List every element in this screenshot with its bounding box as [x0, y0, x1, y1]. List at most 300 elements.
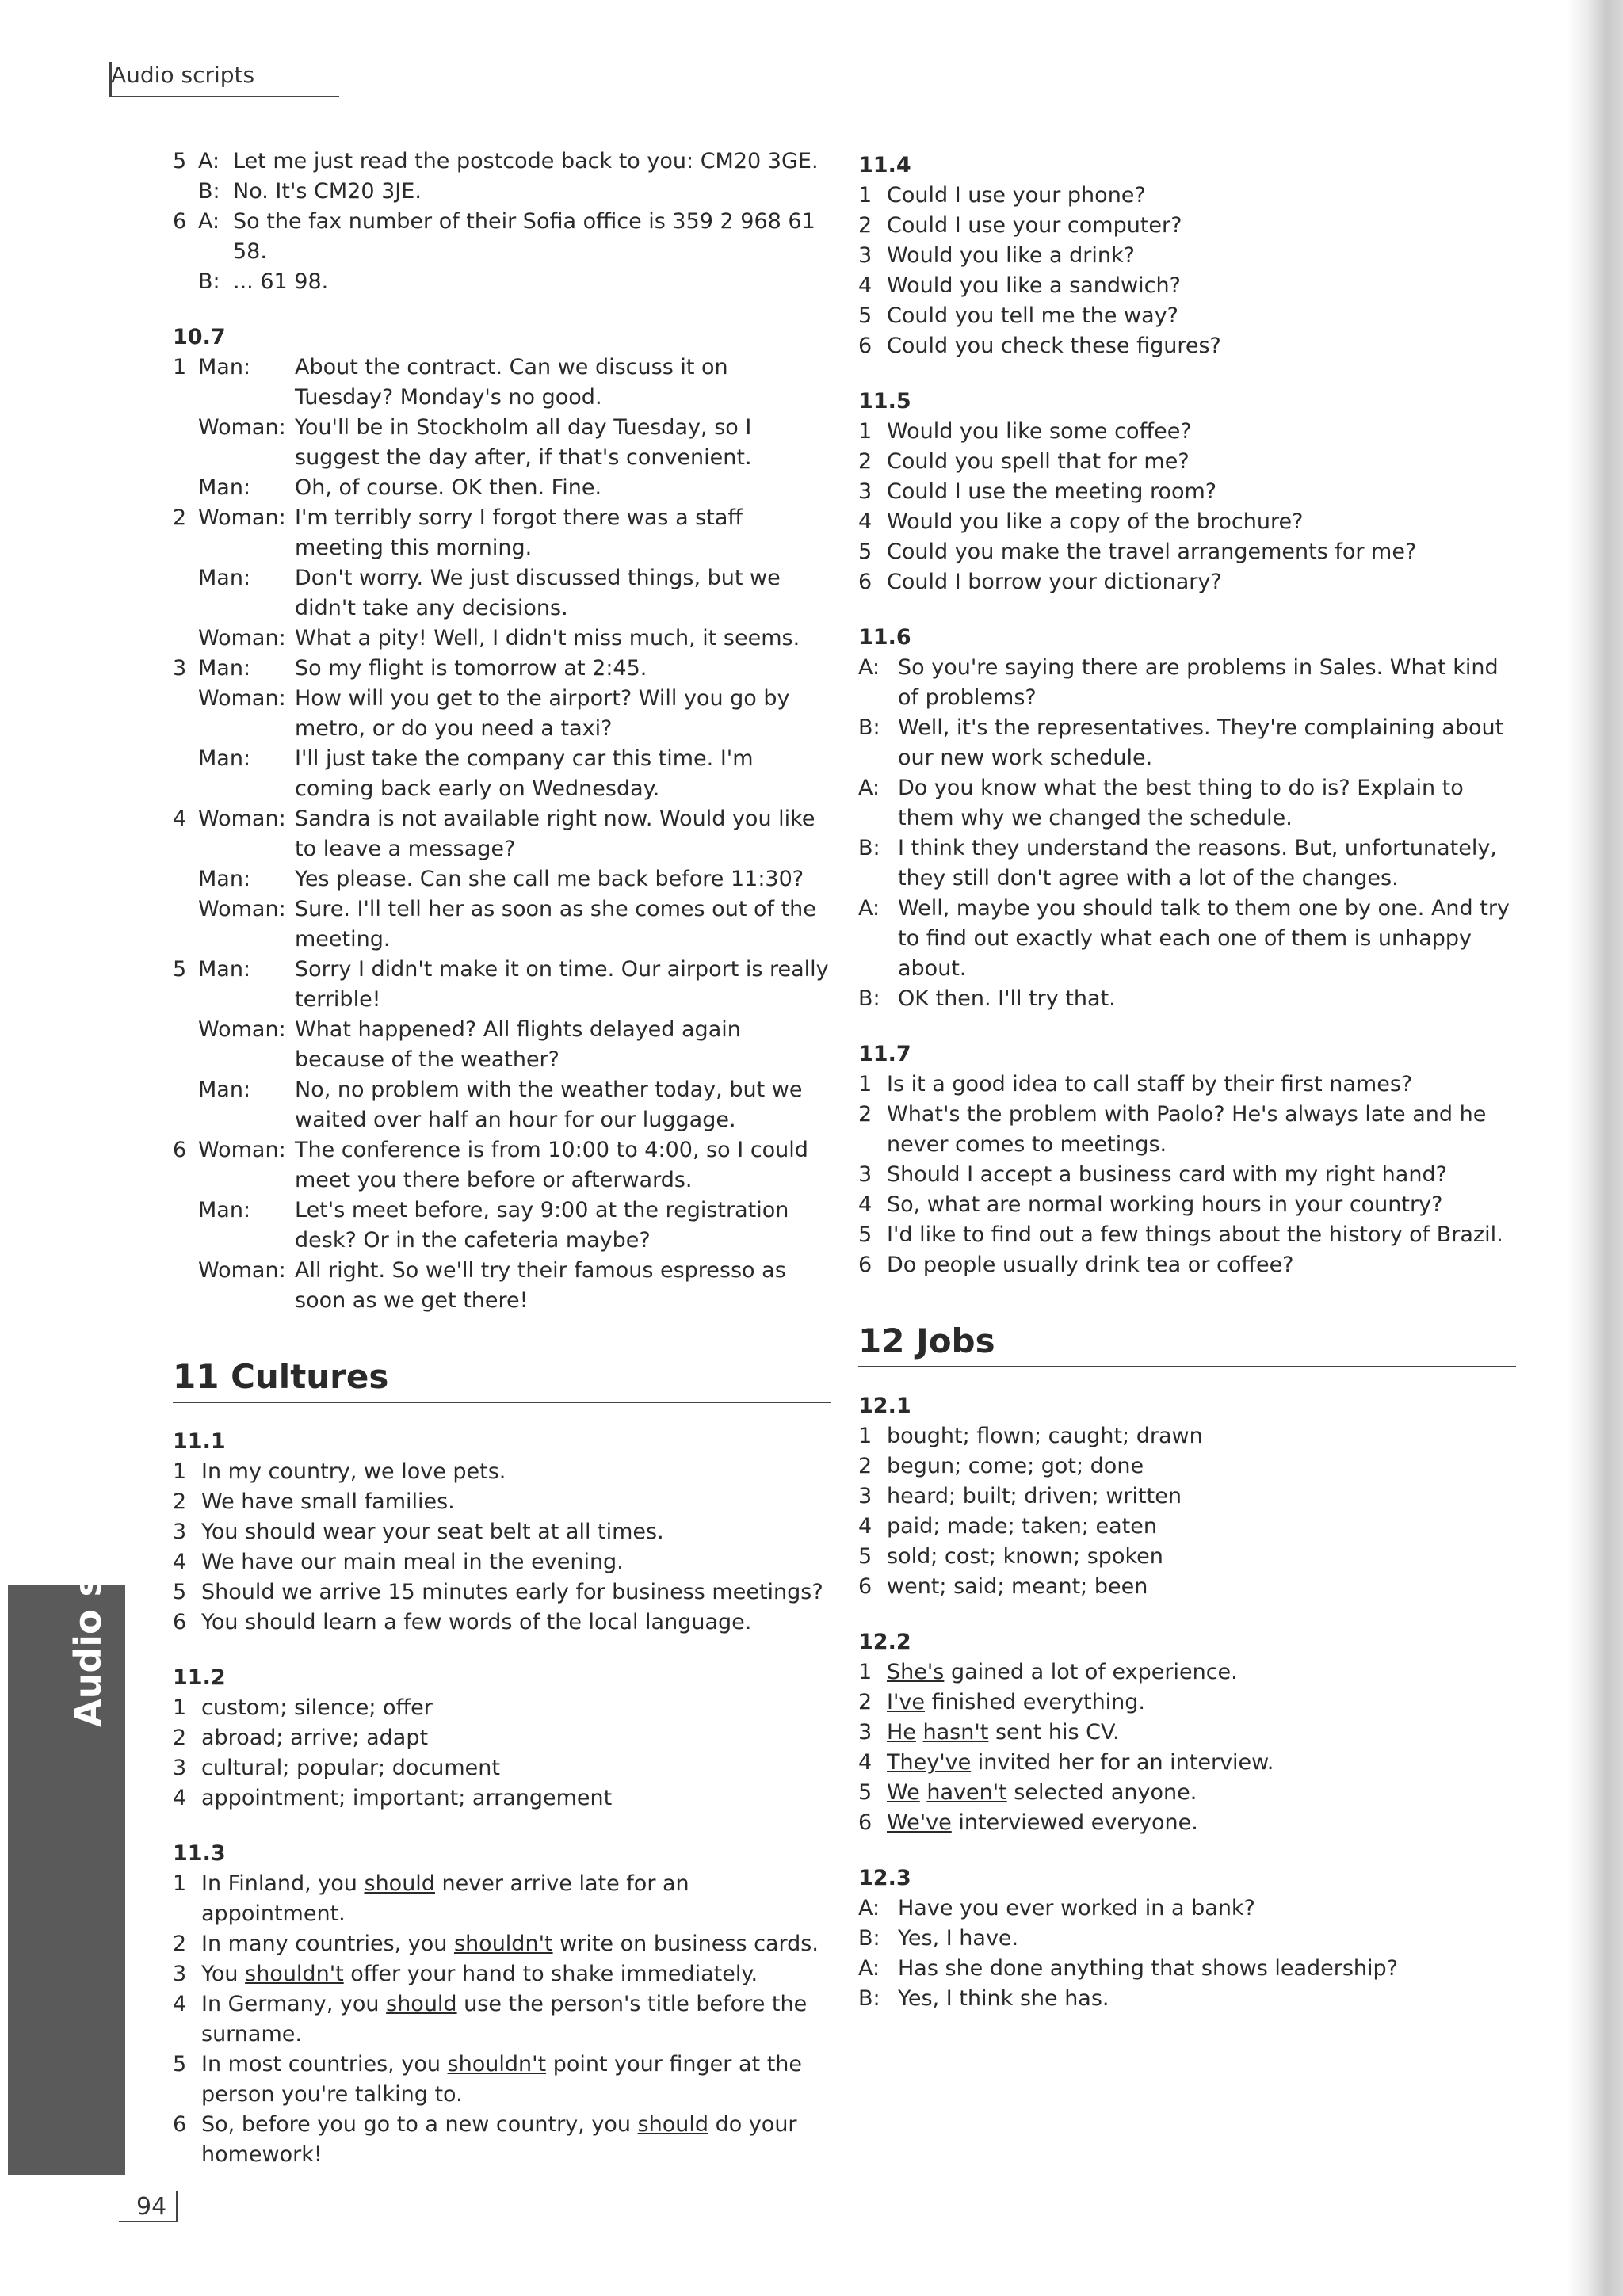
item-text: use the person's title before the surname.: [201, 1992, 808, 2046]
section-12-2: [858, 1657, 1516, 1838]
item-number: 6: [858, 1574, 873, 1599]
item-text: Could I use your phone?: [887, 183, 1146, 208]
line-text: Yes, I have.: [898, 1926, 1019, 1951]
item-number: 6: [858, 1810, 873, 1835]
item-text: gained a lot of experience.: [944, 1660, 1238, 1684]
dialogue-line: [173, 1135, 831, 1196]
line-text: Yes, I think she has.: [898, 1986, 1109, 2011]
item-text: So, before you go to a new country, you: [201, 2112, 638, 2137]
line-text: All right. So we'll try their famous espresso as soon as we get there!: [295, 1258, 786, 1313]
line-text: Well, maybe you should talk to them one by one. And try to find out exactly what each one of them is unhappy about.: [898, 896, 1510, 981]
dialogue-line: [858, 1924, 1516, 1954]
item-number: 3: [858, 1484, 873, 1508]
item-text: never arrive late for an appointment.: [201, 1871, 689, 1926]
line-text: What happened? All flights delayed again because of the weather?: [295, 1017, 741, 1072]
dialogue-line: [858, 833, 1516, 894]
dialogue-line: [858, 653, 1516, 713]
underlined-word: She's: [887, 1660, 945, 1684]
dialogue-line: [173, 473, 831, 503]
item-number: 3: [858, 479, 873, 504]
item-number: [173, 684, 198, 744]
item-text: In my country, we love pets.: [201, 1459, 506, 1484]
speaker: B:: [858, 715, 880, 740]
item-text: point your finger at the person you're talking to.: [201, 2052, 803, 2107]
item-text: In many countries, you: [201, 1932, 454, 1956]
line-text: OK then. I'll try that.: [898, 986, 1116, 1011]
item-number: [173, 1015, 198, 1075]
section-id-11-7: 11.7: [858, 1042, 911, 1066]
item-text: interviewed everyone.: [951, 1810, 1198, 1835]
list-item: [173, 1608, 831, 1638]
item-number: 4: [173, 1786, 187, 1810]
section-12-1: [858, 1421, 1516, 1602]
section-11-6: [858, 653, 1516, 1014]
line-text: So my flight is tomorrow at 2:45.: [295, 656, 647, 681]
list-item: [173, 1783, 831, 1814]
item-text: We have small families.: [201, 1489, 455, 1514]
dialogue-line: [173, 353, 831, 413]
dialogue-line: [858, 713, 1516, 773]
item-text: We have our main meal in the evening.: [201, 1550, 624, 1574]
dialogue-line: [173, 413, 831, 473]
line-text: Let's meet before, say 9:00 at the registration desk? Or in the cafeteria maybe?: [295, 1198, 789, 1253]
section-12-3: [858, 1894, 1516, 2014]
item-text: In Finland, you: [201, 1871, 365, 1896]
list-item: [173, 1753, 831, 1783]
item-number: 3: [173, 656, 187, 681]
item-number: 6: [858, 570, 873, 594]
item-number: 4: [858, 1192, 873, 1217]
underlined-word: He: [887, 1720, 916, 1745]
item-number: 2: [858, 1102, 873, 1127]
dialogue-line: [173, 624, 831, 654]
dialogue-line: [173, 744, 831, 804]
header-title: Audio scripts: [111, 62, 255, 88]
item-number: 4: [858, 273, 873, 298]
unit-heading-12: 12 Jobs: [858, 1320, 1516, 1367]
item-text: In Germany, you: [201, 1992, 387, 2016]
item-text: In most countries, you: [201, 2052, 448, 2077]
item-text: cultural; popular; document: [201, 1756, 500, 1780]
dialogue-line: [173, 804, 831, 864]
underlined-word: We: [887, 1780, 920, 1805]
page-number-bracket: [176, 2191, 178, 2222]
item-number: 6: [858, 1253, 873, 1277]
list-item: [858, 1421, 1516, 1451]
list-item: [858, 567, 1516, 597]
line-text: So you're saying there are problems in Sales. What kind of problems?: [898, 655, 1499, 710]
speaker: Man:: [198, 957, 251, 982]
underlined-word: I've: [887, 1690, 925, 1714]
item-number: 1: [858, 1660, 873, 1684]
section-11-7: [858, 1070, 1516, 1280]
item-text: sold; cost; known; spoken: [887, 1544, 1163, 1569]
item-number: 1: [858, 419, 873, 444]
line-text: About the contract. Can we discuss it on Tuesday? Monday's no good.: [295, 355, 728, 410]
section-id-11-6: 11.6: [858, 625, 911, 650]
item-number: 5: [858, 1544, 873, 1569]
item-number: 6: [173, 1138, 187, 1162]
speaker: Woman:: [198, 505, 286, 530]
item-number: 5: [173, 149, 187, 174]
item-number: 3: [858, 243, 873, 268]
line-text: Don't worry. We just discussed things, but we didn't take any decisions.: [295, 566, 781, 620]
item-number: 4: [858, 509, 873, 534]
item-number: 2: [173, 1726, 187, 1750]
speaker: Man:: [198, 355, 251, 379]
line-text: No. It's CM20 3JE.: [233, 179, 422, 204]
dialogue-line: [173, 267, 831, 297]
speaker: Woman:: [198, 1017, 286, 1042]
item-number: 3: [173, 1962, 187, 1986]
item-text: Do people usually drink tea or coffee?: [887, 1253, 1294, 1277]
list-item: [858, 1482, 1516, 1512]
section-id-12-1: 12.1: [858, 1394, 911, 1418]
right-column: [858, 151, 1516, 2014]
list-item: [858, 507, 1516, 537]
section-id-11-4: 11.4: [858, 153, 911, 177]
speaker: B:: [858, 1926, 880, 1951]
dialogue-line: [173, 147, 831, 177]
list-item: [173, 1959, 831, 1989]
list-item: [858, 417, 1516, 447]
dialogue-line: [173, 1075, 831, 1135]
item-number: 2: [858, 213, 873, 238]
speaker: A:: [858, 1956, 880, 1981]
list-item: [858, 1657, 1516, 1688]
section-11-2: [173, 1693, 831, 1814]
item-text: appointment; important; arrangement: [201, 1786, 613, 1810]
line-text: Have you ever worked in a bank?: [898, 1896, 1255, 1920]
item-text: Is it a good idea to call staff by their first names?: [887, 1072, 1413, 1097]
item-number: 2: [173, 1489, 187, 1514]
item-text: Could you make the travel arrangements for me?: [887, 540, 1417, 564]
speaker: A:: [858, 776, 880, 800]
line-text: Yes please. Can she call me back before 11:30?: [295, 867, 804, 891]
speaker: Woman:: [198, 897, 286, 921]
item-text: Would you like a sandwich?: [887, 273, 1181, 298]
list-item: [858, 1512, 1516, 1542]
list-item: [173, 2050, 831, 2110]
list-item: [858, 271, 1516, 301]
section-11-5: [858, 417, 1516, 597]
line-text: So the fax number of their Sofia office is 359 2 968 61 58.: [233, 209, 815, 264]
dialogue-line: [173, 207, 831, 267]
section-11-4: [858, 181, 1516, 361]
line-text: Sorry I didn't make it on time. Our airport is really terrible!: [295, 957, 829, 1012]
list-item: [858, 1160, 1516, 1190]
dialogue-line: [173, 894, 831, 955]
underlined-word: hasn't: [922, 1720, 989, 1745]
item-number: [173, 744, 198, 804]
list-item: [173, 1547, 831, 1577]
speaker: Man:: [198, 746, 251, 771]
item-number: 2: [173, 1932, 187, 1956]
item-text: Could I borrow your dictionary?: [887, 570, 1222, 594]
item-number: 5: [858, 540, 873, 564]
line-text: Let me just read the postcode back to you: CM20 3GE.: [233, 149, 819, 174]
item-number: 4: [173, 1550, 187, 1574]
item-number: 5: [173, 957, 187, 982]
section-id-12-2: 12.2: [858, 1630, 911, 1654]
line-text: Well, it's the representatives. They're complaining about our new work schedule.: [898, 715, 1504, 770]
section-id-10-7: 10.7: [173, 325, 226, 349]
dialogue-line: [173, 563, 831, 624]
line-text: I'm terribly sorry I forgot there was a staff meeting this morning.: [295, 505, 743, 560]
dialogue-line: [858, 984, 1516, 1014]
item-number: [173, 267, 198, 297]
list-item: [858, 1688, 1516, 1718]
item-text: Could you spell that for me?: [887, 449, 1190, 474]
list-item: [173, 1723, 831, 1753]
list-item: [173, 2110, 831, 2170]
speaker: Woman:: [198, 626, 286, 650]
section-id-11-3: 11.3: [173, 1841, 226, 1866]
side-tab-label: Audio scripts: [67, 1457, 109, 1727]
item-number: 6: [173, 2112, 187, 2137]
speaker: Woman:: [198, 1258, 286, 1283]
line-text: Do you know what the best thing to do is? Explain to them why we changed the schedule.: [898, 776, 1464, 830]
speaker: B:: [858, 1986, 880, 2011]
page-edge-shadow: [1568, 0, 1623, 2296]
item-text: Could I use your computer?: [887, 213, 1182, 238]
item-number: 2: [858, 449, 873, 474]
item-number: [173, 1075, 198, 1135]
list-item: [173, 1457, 831, 1487]
dialogue-line: [858, 894, 1516, 984]
item-number: 3: [858, 1720, 873, 1745]
list-item: [858, 181, 1516, 211]
item-number: 6: [858, 334, 873, 358]
item-number: 3: [173, 1520, 187, 1544]
speaker: Woman:: [198, 415, 286, 440]
item-text: bought; flown; caught; drawn: [887, 1424, 1203, 1448]
item-number: 6: [173, 209, 187, 234]
list-item: [858, 1451, 1516, 1482]
item-text: Could you check these figures?: [887, 334, 1221, 358]
list-item: [173, 1577, 831, 1608]
list-item: [858, 1542, 1516, 1572]
list-item: [858, 1190, 1516, 1220]
left-column: [173, 147, 831, 2170]
dialogue-line: [173, 654, 831, 684]
list-item: [858, 537, 1516, 567]
line-text: I think they understand the reasons. But, unfortunately, they still don't agree with a lot of the changes.: [898, 836, 1497, 891]
item-text: Could you tell me the way?: [887, 303, 1179, 328]
item-number: 4: [173, 807, 187, 831]
list-item: [858, 1778, 1516, 1808]
item-text: Should I accept a business card with my right hand?: [887, 1162, 1447, 1187]
list-item: [173, 1517, 831, 1547]
item-number: 4: [173, 1992, 187, 2016]
list-item: [858, 1100, 1516, 1160]
item-text: invited her for an interview.: [971, 1750, 1274, 1775]
list-item: [858, 1070, 1516, 1100]
dialogue-line: [173, 864, 831, 894]
list-item: [858, 1250, 1516, 1280]
line-text: The conference is from 10:00 to 4:00, so I could meet you there before or afterwards.: [295, 1138, 808, 1192]
item-number: 2: [858, 1690, 873, 1714]
list-item: [858, 241, 1516, 271]
item-number: [173, 1256, 198, 1316]
item-number: 2: [858, 1454, 873, 1478]
item-text: You should learn a few words of the local language.: [201, 1610, 752, 1634]
list-item: [858, 1748, 1516, 1778]
underlined-word: We've: [887, 1810, 952, 1835]
list-item: [858, 1220, 1516, 1250]
section-11-3: [173, 1869, 831, 2170]
speaker: A:: [858, 655, 880, 680]
speaker: Woman:: [198, 1138, 286, 1162]
speaker: B:: [198, 179, 220, 204]
speaker: A:: [198, 149, 220, 174]
item-text: What's the problem with Paolo? He's always late and he never comes to meetings.: [887, 1102, 1487, 1157]
underlined-word: should: [637, 2112, 708, 2137]
line-text: ... 61 98.: [233, 269, 329, 294]
item-number: [173, 473, 198, 503]
item-text: paid; made; taken; eaten: [887, 1514, 1157, 1539]
page-number-rule: [119, 2221, 178, 2222]
dialogue-line: [858, 773, 1516, 833]
section-11-1: [173, 1457, 831, 1638]
item-number: 5: [173, 2052, 187, 2077]
speaker: Woman:: [198, 807, 286, 831]
item-number: [173, 413, 198, 473]
dialogue-line: [173, 177, 831, 207]
item-text: write on business cards.: [552, 1932, 819, 1956]
item-number: 1: [858, 1424, 873, 1448]
item-text: offer your hand to shake immediately.: [343, 1962, 758, 1986]
item-text: Should we arrive 15 minutes early for business meetings?: [201, 1580, 823, 1604]
dialogue-line: [173, 684, 831, 744]
section-10-6-continued: [173, 147, 831, 297]
list-item: [858, 1572, 1516, 1602]
line-text: How will you get to the airport? Will you go by metro, or do you need a taxi?: [295, 686, 790, 741]
item-number: 4: [858, 1750, 873, 1775]
list-item: [858, 447, 1516, 477]
item-number: 1: [173, 1871, 187, 1896]
underlined-word: shouldn't: [447, 2052, 547, 2077]
list-item: [173, 1989, 831, 2050]
list-item: [858, 301, 1516, 331]
item-text: You: [201, 1962, 246, 1986]
list-item: [173, 1487, 831, 1517]
item-number: [173, 864, 198, 894]
item-number: 5: [858, 1222, 873, 1247]
item-number: [173, 1196, 198, 1256]
item-number: 5: [858, 1780, 873, 1805]
item-text: heard; built; driven; written: [887, 1484, 1182, 1508]
line-text: Sure. I'll tell her as soon as she comes out of the meeting.: [295, 897, 816, 952]
dialogue-line: [173, 955, 831, 1015]
item-text: Would you like a drink?: [887, 243, 1135, 268]
speaker: Man:: [198, 1198, 251, 1222]
line-text: What a pity! Well, I didn't miss much, it seems.: [295, 626, 800, 650]
dialogue-line: [173, 503, 831, 563]
speaker: Man:: [198, 1077, 251, 1102]
item-number: 2: [173, 505, 187, 530]
item-text: custom; silence; offer: [201, 1695, 433, 1720]
item-number: 5: [858, 303, 873, 328]
line-text: Sandra is not available right now. Would you like to leave a message?: [295, 807, 815, 861]
dialogue-line: [173, 1256, 831, 1316]
unit-heading-11: 11 Cultures: [173, 1356, 831, 1403]
line-text: You'll be in Stockholm all day Tuesday, so I suggest the day after, if that's convenient.: [295, 415, 752, 470]
underlined-word: shouldn't: [454, 1932, 553, 1956]
speaker: A:: [858, 1896, 880, 1920]
item-number: 1: [173, 355, 187, 379]
item-text: abroad; arrive; adapt: [201, 1726, 429, 1750]
list-item: [173, 1869, 831, 1929]
underlined-word: They've: [887, 1750, 972, 1775]
item-text: went; said; meant; been: [887, 1574, 1148, 1599]
line-text: I'll just take the company car this time. I'm coming back early on Wednesday.: [295, 746, 754, 801]
item-number: 3: [858, 1162, 873, 1187]
item-text: So, what are normal working hours in your country?: [887, 1192, 1443, 1217]
speaker: B:: [198, 269, 220, 294]
item-number: 3: [173, 1756, 187, 1780]
item-number: [173, 894, 198, 955]
item-text: Could I use the meeting room?: [887, 479, 1217, 504]
item-text: sent his CV.: [988, 1720, 1120, 1745]
item-number: 5: [173, 1580, 187, 1604]
item-number: [173, 563, 198, 624]
dialogue-line: [858, 1954, 1516, 1984]
list-item: [173, 1929, 831, 1959]
item-text: do your homework!: [201, 2112, 797, 2167]
speaker: Woman:: [198, 686, 286, 711]
speaker: B:: [858, 836, 880, 860]
underlined-word: shouldn't: [245, 1962, 344, 1986]
speaker: Man:: [198, 566, 251, 590]
list-item: [858, 211, 1516, 241]
section-10-7: [173, 353, 831, 1316]
item-text: [916, 1720, 923, 1745]
item-number: 1: [173, 1459, 187, 1484]
item-text: Would you like some coffee?: [887, 419, 1192, 444]
dialogue-line: [173, 1196, 831, 1256]
list-item: [858, 477, 1516, 507]
list-item: [858, 1808, 1516, 1838]
section-id-11-1: 11.1: [173, 1429, 226, 1454]
speaker: Man:: [198, 867, 251, 891]
item-number: 1: [858, 183, 873, 208]
section-id-11-5: 11.5: [858, 389, 911, 414]
page-number: 94: [136, 2193, 167, 2221]
dialogue-line: [858, 1894, 1516, 1924]
line-text: No, no problem with the weather today, but we waited over half an hour for our luggage.: [295, 1077, 803, 1132]
list-item: [858, 331, 1516, 361]
underlined-word: haven't: [926, 1780, 1007, 1805]
item-number: [173, 624, 198, 654]
speaker: Man:: [198, 475, 251, 500]
item-number: 6: [173, 1610, 187, 1634]
dialogue-line: [858, 1984, 1516, 2014]
item-text: selected anyone.: [1006, 1780, 1197, 1805]
list-item: [858, 1718, 1516, 1748]
item-text: I'd like to find out a few things about the history of Brazil.: [887, 1222, 1503, 1247]
dialogue-line: [173, 1015, 831, 1075]
item-number: 1: [858, 1072, 873, 1097]
item-text: Would you like a copy of the brochure?: [887, 509, 1304, 534]
item-number: [173, 177, 198, 207]
underlined-word: should: [386, 1992, 457, 2016]
item-number: 4: [858, 1514, 873, 1539]
speaker: B:: [858, 986, 880, 1011]
speaker: A:: [858, 896, 880, 921]
section-id-11-2: 11.2: [173, 1665, 226, 1690]
line-text: Has she done anything that shows leadership?: [898, 1956, 1399, 1981]
